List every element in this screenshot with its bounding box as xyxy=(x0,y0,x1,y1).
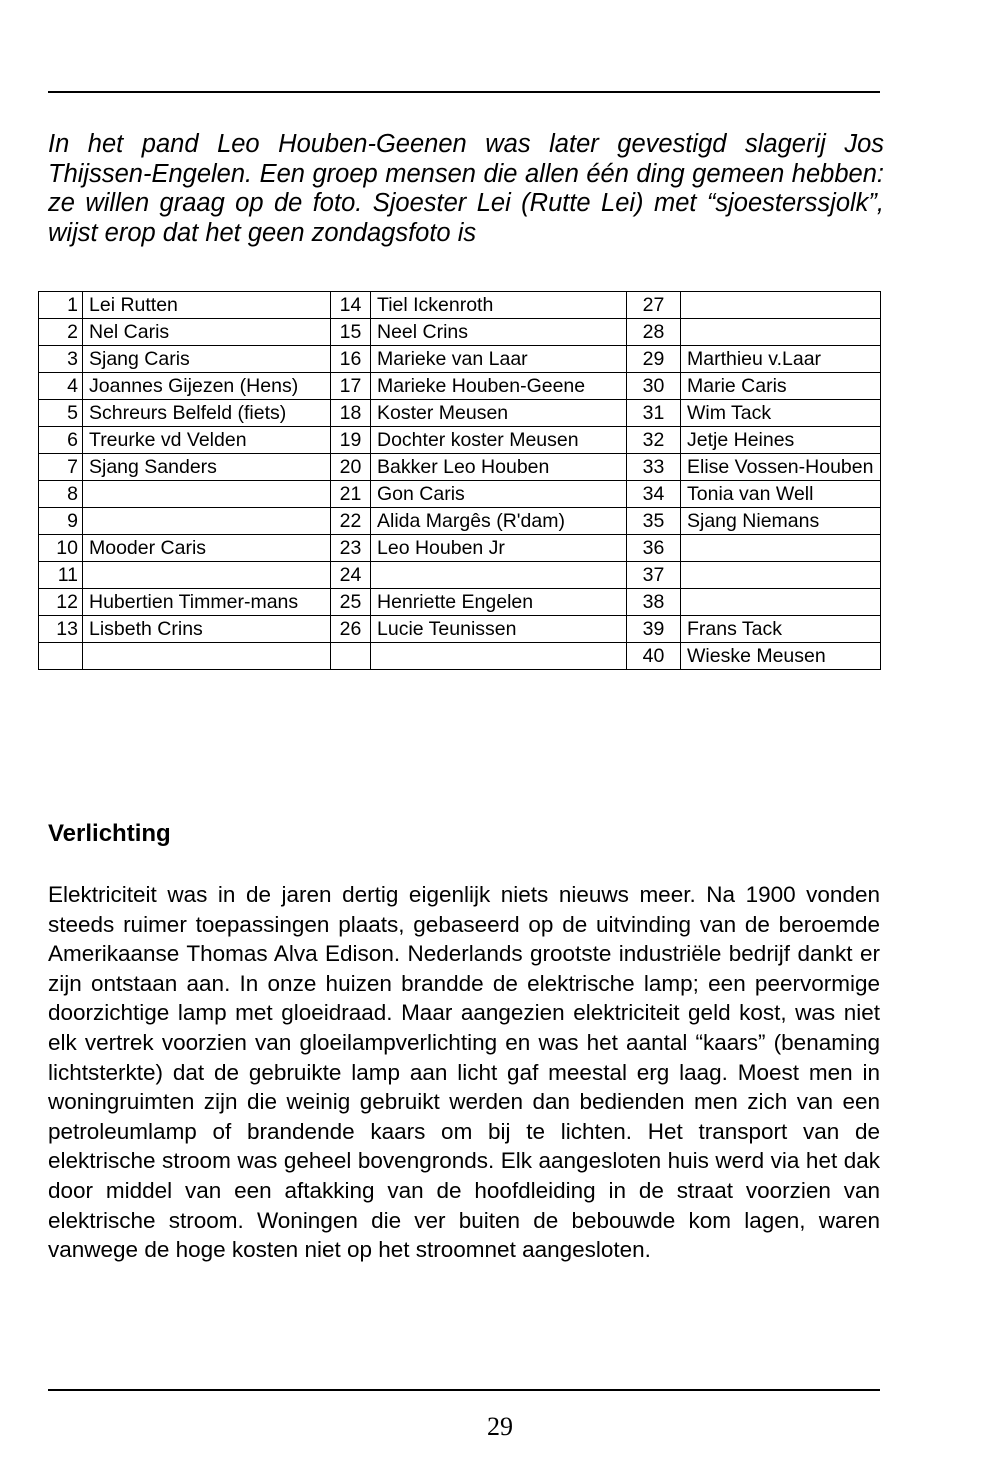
person-number-cell: 9 xyxy=(39,508,83,535)
person-name-cell: Tiel Ickenroth xyxy=(371,292,627,319)
person-number-cell: 22 xyxy=(331,508,371,535)
person-name-cell: Tonia van Well xyxy=(681,481,881,508)
person-name-cell: Marieke Houben-Geene xyxy=(371,373,627,400)
person-name-cell: Neel Crins xyxy=(371,319,627,346)
person-name-cell: Nel Caris xyxy=(83,319,331,346)
person-number-cell: 24 xyxy=(331,562,371,589)
person-name-cell: Leo Houben Jr xyxy=(371,535,627,562)
person-name-cell xyxy=(83,508,331,535)
person-name-cell: Elise Vossen-Houben xyxy=(681,454,881,481)
person-number-cell: 11 xyxy=(39,562,83,589)
person-number-cell: 10 xyxy=(39,535,83,562)
person-name-cell: Marie Caris xyxy=(681,373,881,400)
table-row xyxy=(39,346,881,373)
table-row xyxy=(39,643,881,670)
table-row xyxy=(39,535,881,562)
person-number-cell: 29 xyxy=(627,346,681,373)
person-number-cell: 12 xyxy=(39,589,83,616)
section-heading: Verlichting xyxy=(48,820,171,847)
person-name-cell xyxy=(681,535,881,562)
person-number-cell: 18 xyxy=(331,400,371,427)
person-name-cell: Schreurs Belfeld (fiets) xyxy=(83,400,331,427)
table-row xyxy=(39,508,881,535)
person-number-cell: 6 xyxy=(39,427,83,454)
person-number-cell: 3 xyxy=(39,346,83,373)
person-name-cell xyxy=(681,589,881,616)
person-number-cell: 26 xyxy=(331,616,371,643)
person-name-cell xyxy=(681,562,881,589)
person-number-cell: 23 xyxy=(331,535,371,562)
person-name-cell: Alida Margês (R'dam) xyxy=(371,508,627,535)
person-number-cell: 32 xyxy=(627,427,681,454)
person-name-cell xyxy=(681,292,881,319)
table-row xyxy=(39,373,881,400)
person-name-cell: Wim Tack xyxy=(681,400,881,427)
person-name-cell: Gon Caris xyxy=(371,481,627,508)
person-name-cell: Hubertien Timmer-mans xyxy=(83,589,331,616)
table-row xyxy=(39,292,881,319)
person-number-cell: 19 xyxy=(331,427,371,454)
person-number-cell: 8 xyxy=(39,481,83,508)
person-number-cell: 34 xyxy=(627,481,681,508)
person-number-cell: 13 xyxy=(39,616,83,643)
person-number-cell: 4 xyxy=(39,373,83,400)
table-row xyxy=(39,427,881,454)
top-divider xyxy=(48,91,880,93)
person-number-cell: 35 xyxy=(627,508,681,535)
person-number-cell: 30 xyxy=(627,373,681,400)
table-row xyxy=(39,400,881,427)
person-name-cell: Lei Rutten xyxy=(83,292,331,319)
person-name-cell: Sjang Niemans xyxy=(681,508,881,535)
person-name-cell xyxy=(371,562,627,589)
person-number-cell: 7 xyxy=(39,454,83,481)
person-number-cell xyxy=(331,643,371,670)
table-row xyxy=(39,562,881,589)
person-name-cell: Sjang Sanders xyxy=(83,454,331,481)
person-name-cell: Jetje Heines xyxy=(681,427,881,454)
table-row xyxy=(39,454,881,481)
person-name-cell: Sjang Caris xyxy=(83,346,331,373)
bottom-divider xyxy=(48,1389,880,1391)
person-number-cell: 21 xyxy=(331,481,371,508)
people-table xyxy=(38,291,881,670)
person-name-cell xyxy=(83,562,331,589)
person-name-cell: Marieke van Laar xyxy=(371,346,627,373)
person-number-cell: 17 xyxy=(331,373,371,400)
person-name-cell: Wieske Meusen xyxy=(681,643,881,670)
person-number-cell: 20 xyxy=(331,454,371,481)
person-number-cell: 38 xyxy=(627,589,681,616)
person-name-cell xyxy=(83,481,331,508)
person-number-cell: 33 xyxy=(627,454,681,481)
table-row xyxy=(39,616,881,643)
person-name-cell: Treurke vd Velden xyxy=(83,427,331,454)
table-row xyxy=(39,481,881,508)
person-number-cell: 2 xyxy=(39,319,83,346)
person-number-cell xyxy=(39,643,83,670)
person-name-cell: Henriette Engelen xyxy=(371,589,627,616)
person-number-cell: 5 xyxy=(39,400,83,427)
person-name-cell: Dochter koster Meusen xyxy=(371,427,627,454)
person-name-cell: Bakker Leo Houben xyxy=(371,454,627,481)
photo-caption: In het pand Leo Houben-Geenen was later gevestigd slagerij Jos Thijssen-Engelen. Een groep mensen die allen één ding gemeen hebben: ze willen graag op de foto. Sjoester Lei (Rutte Lei) met “sjoesterssjolk”, wijst erop dat het geen zondagsfoto is xyxy=(48,130,884,247)
person-name-cell: Lucie Teunissen xyxy=(371,616,627,643)
person-name-cell: Koster Meusen xyxy=(371,400,627,427)
person-number-cell: 28 xyxy=(627,319,681,346)
person-name-cell: Marthieu v.Laar xyxy=(681,346,881,373)
person-name-cell xyxy=(681,319,881,346)
person-number-cell: 39 xyxy=(627,616,681,643)
person-name-cell xyxy=(83,643,331,670)
person-number-cell: 15 xyxy=(331,319,371,346)
person-name-cell: Mooder Caris xyxy=(83,535,331,562)
section-paragraph: Elektriciteit was in de jaren dertig eigenlijk niets nieuws meer. Na 1900 vonden steeds ruimer toepassingen plaats, gebaseerd op de uitvinding van de beroemde Amerikaanse Thomas Alva Edison. Nederlands grootste industriële bedrijf dankt er zijn ontstaan aan. In onze huizen brandde de elektrische lamp; een peervormige doorzichtige lamp met gloeidraad. Maar aangezien elektriciteit geld kost, was niet elk vertrek voorzien van gloeilampverlichting en was het aantal “kaars” (benaming lichtsterkte) dat de gebruikte lamp aan licht gaf meestal erg laag. Moest men in woningruimten zijn die weinig gebruikt werden dan bedienden men zich van een petroleumlamp of brandende kaars om bij te lichten. Het transport van de elektrische stroom was geheel bovengronds. Elk aangesloten huis werd via het dak door middel van een aftakking van de hoofdleiding in de straat voorzien van elektrische stroom. Woningen die ver buiten de bebouwde kom lagen, waren vanwege de hoge kosten niet op het stroomnet aangesloten. xyxy=(48,882,880,1263)
person-name-cell: Frans Tack xyxy=(681,616,881,643)
person-name-cell xyxy=(371,643,627,670)
person-number-cell: 16 xyxy=(331,346,371,373)
person-number-cell: 31 xyxy=(627,400,681,427)
person-name-cell: Lisbeth Crins xyxy=(83,616,331,643)
table-row xyxy=(39,589,881,616)
person-number-cell: 27 xyxy=(627,292,681,319)
people-table-body xyxy=(39,292,881,670)
person-number-cell: 36 xyxy=(627,535,681,562)
person-number-cell: 14 xyxy=(331,292,371,319)
person-number-cell: 1 xyxy=(39,292,83,319)
person-number-cell: 40 xyxy=(627,643,681,670)
person-number-cell: 37 xyxy=(627,562,681,589)
person-number-cell: 25 xyxy=(331,589,371,616)
person-name-cell: Joannes Gijezen (Hens) xyxy=(83,373,331,400)
table-row xyxy=(39,319,881,346)
page-number: 29 xyxy=(487,1412,513,1441)
